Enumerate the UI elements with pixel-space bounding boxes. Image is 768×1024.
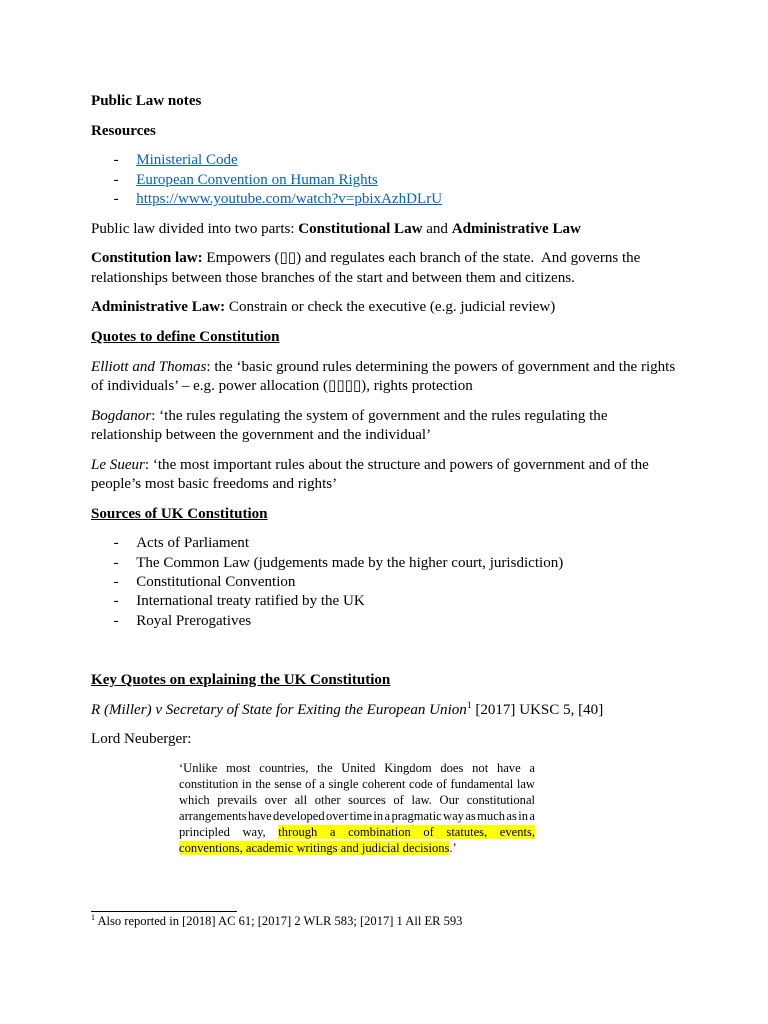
- list-dash: -: [113, 612, 119, 629]
- quote-line-text: arrangements have developed over time in a pragmatic way as much as in a: [179, 808, 535, 823]
- highlighted-quote-text: through a combination of statutes, events,: [278, 824, 535, 839]
- footnote-separator: [91, 911, 237, 912]
- quote-text: : the ‘basic ground rules determining the powers of government and the rights of individuals’ – e.g. power allocation (▯▯▯▯), rights protection: [91, 358, 679, 394]
- definition-text: Empowers (▯▯) and regulates each branch of the state. And governs the relationships between those branches of the start and between them and citizens.: [91, 250, 645, 286]
- echr-link[interactable]: European Convention on Human Rights: [136, 171, 378, 188]
- list-dash: -: [113, 171, 119, 188]
- list-dash: -: [113, 554, 119, 571]
- quote-paragraph: [91, 407, 678, 446]
- quote-paragraph: [91, 358, 678, 397]
- case-name: R (Miller) v Secretary of State for Exiting the European Union: [91, 701, 467, 718]
- quote-line: [179, 776, 535, 792]
- definition-term: Administrative Law:: [91, 299, 226, 316]
- quote-author: Elliott and Thomas: [91, 358, 207, 375]
- administrative-law-definition: [91, 298, 678, 317]
- definition-text: Constrain or check the executive (e.g. judicial review): [225, 299, 556, 316]
- footnote-text: Also reported in [2018] AC 61; [2017] 2 WLR 583; [2017] 1 All ER 593: [95, 914, 463, 928]
- quote-line: [179, 840, 535, 856]
- list-dash: -: [113, 535, 119, 552]
- resources-heading: Resources: [91, 122, 156, 139]
- quote-line: [179, 760, 535, 776]
- resource-item: [91, 171, 678, 190]
- quote-author: Le Sueur: [91, 456, 145, 473]
- case-citation: [91, 701, 678, 720]
- footnote-number: 1: [91, 912, 95, 922]
- document-title: Public Law notes: [91, 93, 202, 109]
- list-dash: -: [113, 152, 119, 169]
- list-item: [91, 554, 678, 573]
- law-division-intro: Public law divided into two parts:: [91, 220, 299, 237]
- source-item: The Common Law (judgements made by the higher court, jurisdiction): [136, 554, 564, 571]
- list-dash: -: [113, 190, 119, 207]
- list-item: [91, 612, 678, 631]
- constitutional-law-term: Constitutional Law: [298, 220, 423, 237]
- youtube-link[interactable]: https://www.youtube.com/watch?v=pbixAzhDLrU: [136, 190, 443, 207]
- quote-author: Bogdanor: [91, 407, 152, 424]
- law-division-paragraph: [91, 220, 678, 239]
- quote-line-text: principled way,: [179, 824, 279, 839]
- quotes-heading: Quotes to define Constitution: [91, 329, 280, 346]
- list-dash: -: [113, 573, 119, 590]
- quote-line-text: ‘Unlike most countries, the United Kingdom does not have a: [179, 760, 535, 775]
- law-division-joiner: and: [422, 220, 452, 237]
- blank-line: [91, 641, 678, 660]
- resources-list: [91, 151, 678, 209]
- source-item: Constitutional Convention: [136, 573, 296, 590]
- definition-term: Constitution law:: [91, 250, 203, 267]
- source-item: Royal Prerogatives: [136, 612, 252, 629]
- list-dash: -: [113, 593, 119, 610]
- constitution-law-definition: [91, 249, 678, 288]
- highlighted-quote-text: conventions, academic writings and judicial decisions: [179, 840, 450, 855]
- quote-text: : ‘the most important rules about the structure and powers of government and of the people’s most basic freedoms and rights’: [91, 456, 653, 492]
- quote-paragraph: [91, 456, 678, 495]
- resource-item: [91, 151, 678, 170]
- list-item: [91, 573, 678, 592]
- neuberger-quote: [179, 760, 535, 856]
- ministerial-code-link[interactable]: Ministerial Code: [136, 152, 238, 169]
- sources-heading: Sources of UK Constitution: [91, 505, 268, 522]
- quote-speaker: Lord Neuberger:: [91, 731, 192, 748]
- quote-line-text: which prevails over all other sources of law. Our constitutional: [179, 792, 535, 807]
- quote-text: : ‘the rules regulating the system of government and the rules regulating the relationship between the government and the individual’: [91, 407, 612, 443]
- case-reference: [2017] UKSC 5, [40]: [471, 701, 604, 718]
- resource-item: [91, 190, 678, 209]
- quote-line-text: .’: [449, 840, 457, 855]
- footnote-reference: 1: [466, 700, 472, 711]
- source-item: International treaty ratified by the UK: [136, 593, 365, 610]
- source-item: Acts of Parliament: [136, 535, 250, 552]
- quote-line: [179, 792, 535, 808]
- list-item: [91, 534, 678, 553]
- quote-line: [179, 808, 535, 824]
- footnote: [91, 914, 678, 929]
- key-quotes-heading: Key Quotes on explaining the UK Constitution: [91, 671, 391, 688]
- sources-list: [91, 534, 678, 630]
- quote-line: [179, 824, 535, 840]
- list-item: [91, 592, 678, 611]
- document-body: [91, 92, 678, 856]
- administrative-law-term: Administrative Law: [451, 220, 581, 237]
- quote-line-text: constitution in the sense of a single coherent code of fundamental law: [179, 776, 535, 791]
